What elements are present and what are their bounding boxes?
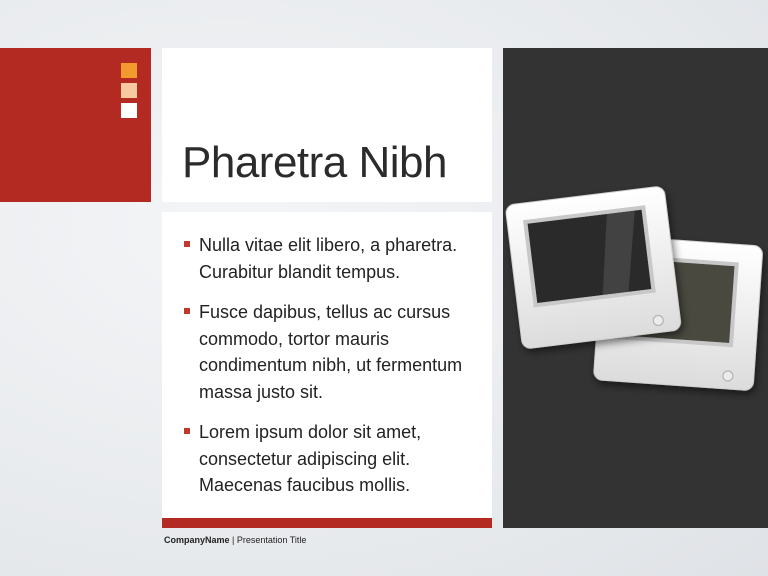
bullet-text: Lorem ipsum dolor sit amet, consectetur adipiscing elit. Maecenas faucibus mollis.: [199, 422, 422, 495]
accent-square-white: [121, 103, 137, 118]
bullet-item: [182, 232, 482, 285]
bullet-text: Fusce dapibus, tellus ac cursus commodo, tortor mauris condimentum nibh, ut fermentum massa justo sit.: [199, 302, 463, 402]
bullet-marker: [184, 308, 190, 314]
accent-square-light-orange: [121, 83, 137, 98]
bullet-marker: [184, 428, 190, 434]
accent-square-orange: [121, 63, 137, 78]
slide-title: Pharetra Nibh: [182, 138, 447, 187]
bullet-item: [182, 299, 482, 405]
photo-slides-icon: [503, 170, 768, 410]
bullet-item: [182, 419, 482, 499]
body-accent-bar: [162, 518, 492, 528]
footer-presentation-title: Presentation Title: [236, 535, 307, 545]
bullet-text: Nulla vitae elit libero, a pharetra. Curabitur blandit tempus.: [199, 235, 458, 282]
footer-separator: |: [229, 535, 237, 545]
bullet-list: [182, 232, 482, 513]
footer: [164, 535, 306, 545]
bullet-marker: [184, 241, 190, 247]
footer-company: CompanyName: [164, 535, 230, 545]
